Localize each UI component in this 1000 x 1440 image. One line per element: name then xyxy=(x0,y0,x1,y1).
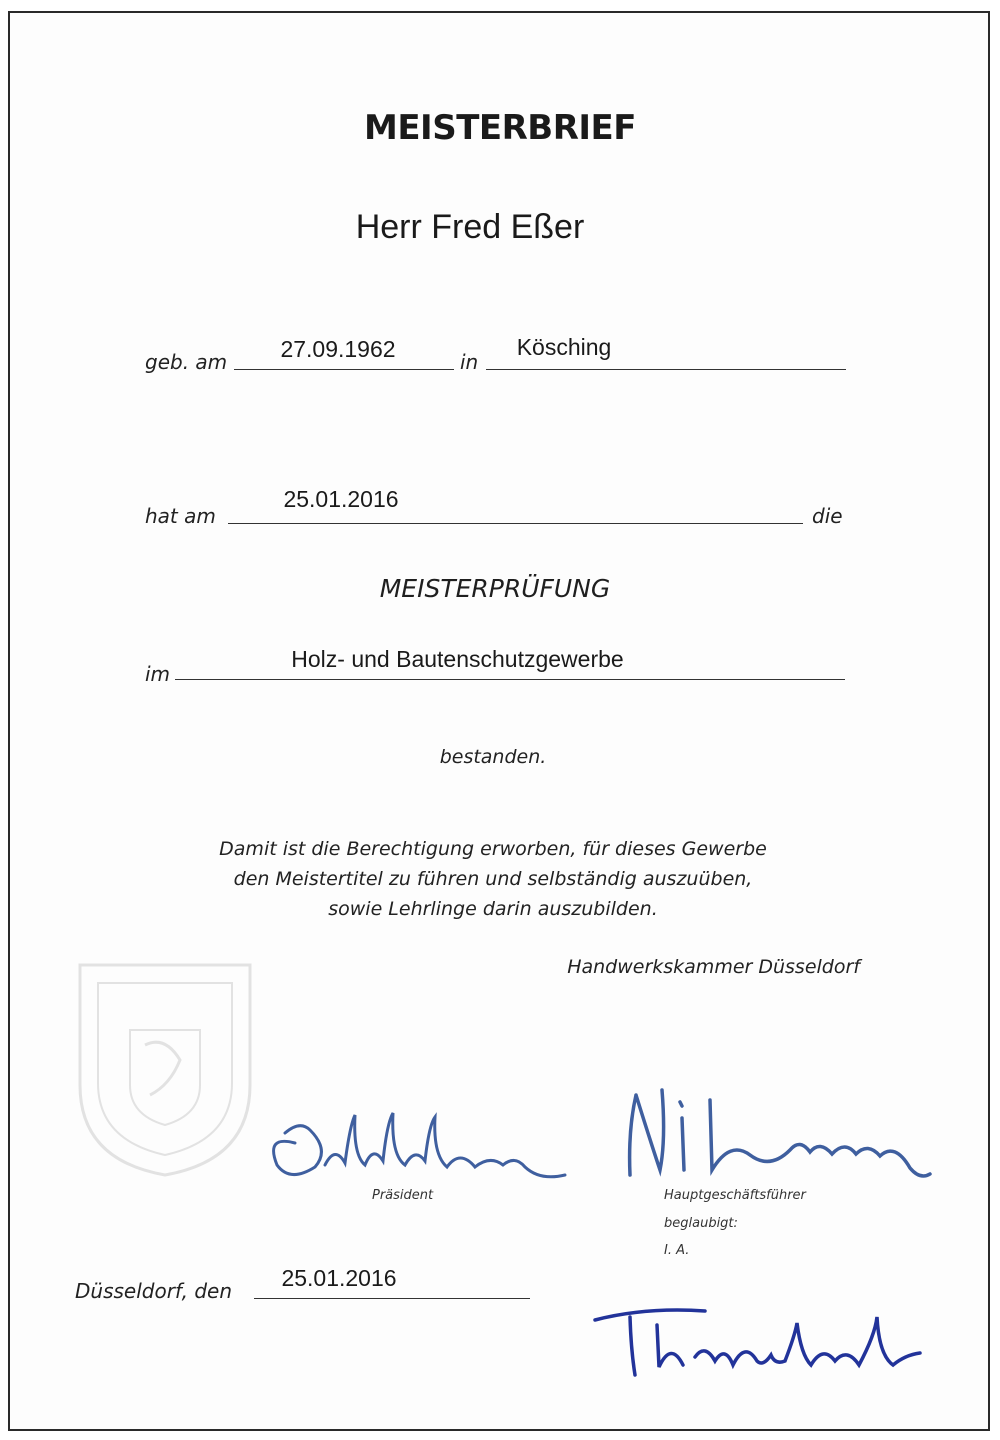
certifier-signature xyxy=(575,1295,945,1385)
exam-date-line xyxy=(228,523,803,524)
role-president: Präsident xyxy=(372,1188,434,1203)
manager-signature xyxy=(600,1070,935,1200)
statement-line-3: sowie Lehrlinge darin auszubilden. xyxy=(328,898,658,920)
exam-label: hat am xyxy=(145,504,216,528)
trade-line xyxy=(175,679,845,680)
embossed-seal-icon xyxy=(60,935,270,1180)
birth-in-label: in xyxy=(460,350,479,374)
ia-label: I. A. xyxy=(664,1243,690,1258)
birth-date: 27.09.1962 xyxy=(280,336,396,362)
certificate-title: MEISTERBRIEF xyxy=(364,108,636,148)
statement-line-1: Damit ist die Berechtigung erworben, für dieses Gewerbe xyxy=(219,838,767,860)
issue-date: 25.01.2016 xyxy=(281,1265,397,1291)
exam-suffix: die xyxy=(812,504,843,528)
certified-label: beglaubigt: xyxy=(664,1216,738,1231)
president-signature xyxy=(255,1095,585,1195)
trade-name: Holz- und Bautenschutzgewerbe xyxy=(291,646,624,672)
birth-place: Kösching xyxy=(516,334,612,360)
trade-label: im xyxy=(145,662,171,686)
issue-date-line xyxy=(254,1298,530,1299)
place-label: Düsseldorf, den xyxy=(75,1279,233,1303)
issuer: Handwerkskammer Düsseldorf xyxy=(567,956,860,978)
statement-line-2: den Meistertitel zu führen und selbständig auszuüben, xyxy=(233,868,753,890)
birth-label: geb. am xyxy=(145,350,228,374)
holder-name: Herr Fred Eßer xyxy=(355,208,585,246)
exam-title: MEISTERPRÜFUNG xyxy=(379,574,611,603)
exam-date: 25.01.2016 xyxy=(283,486,399,512)
birth-date-line xyxy=(234,369,454,370)
birth-place-line xyxy=(486,369,846,370)
role-manager: Hauptgeschäftsführer xyxy=(664,1188,806,1203)
passed-text: bestanden. xyxy=(439,746,547,768)
